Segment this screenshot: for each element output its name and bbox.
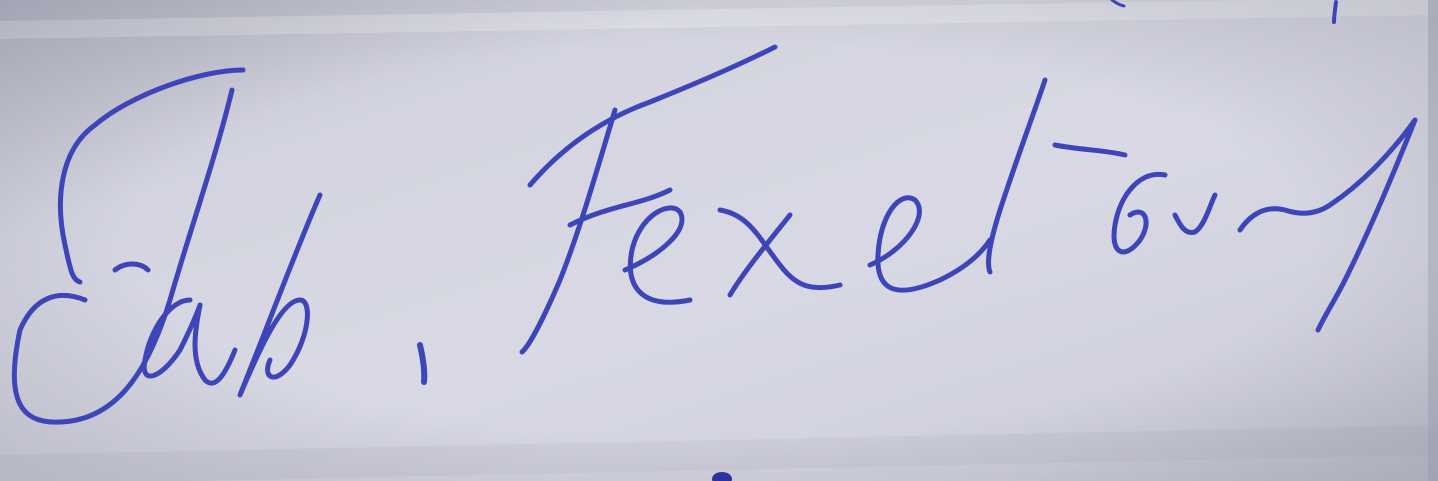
- signature-stroke-j-cross: [115, 264, 148, 270]
- ink-dot: [712, 472, 732, 481]
- signature-stroke-e2: [870, 198, 990, 290]
- signature-stroke-b: [240, 195, 320, 395]
- signature-stroke-top-mark: [1334, 2, 1336, 22]
- signature-stroke-e: [625, 208, 690, 302]
- signature-stroke-j: [14, 70, 243, 422]
- signature-stroke-a: [144, 300, 235, 383]
- signature-stroke-comma: [420, 345, 424, 382]
- signature-stroke-6: [1114, 174, 1165, 252]
- signature-stroke-f-top: [530, 47, 775, 185]
- signature-stroke-n: [1175, 195, 1215, 233]
- signature-stroke-x: [720, 210, 840, 295]
- signature-stroke-top-mark-2: [1112, 0, 1124, 6]
- signature-stroke-l: [988, 80, 1125, 272]
- signature-stroke-7: [1240, 120, 1415, 330]
